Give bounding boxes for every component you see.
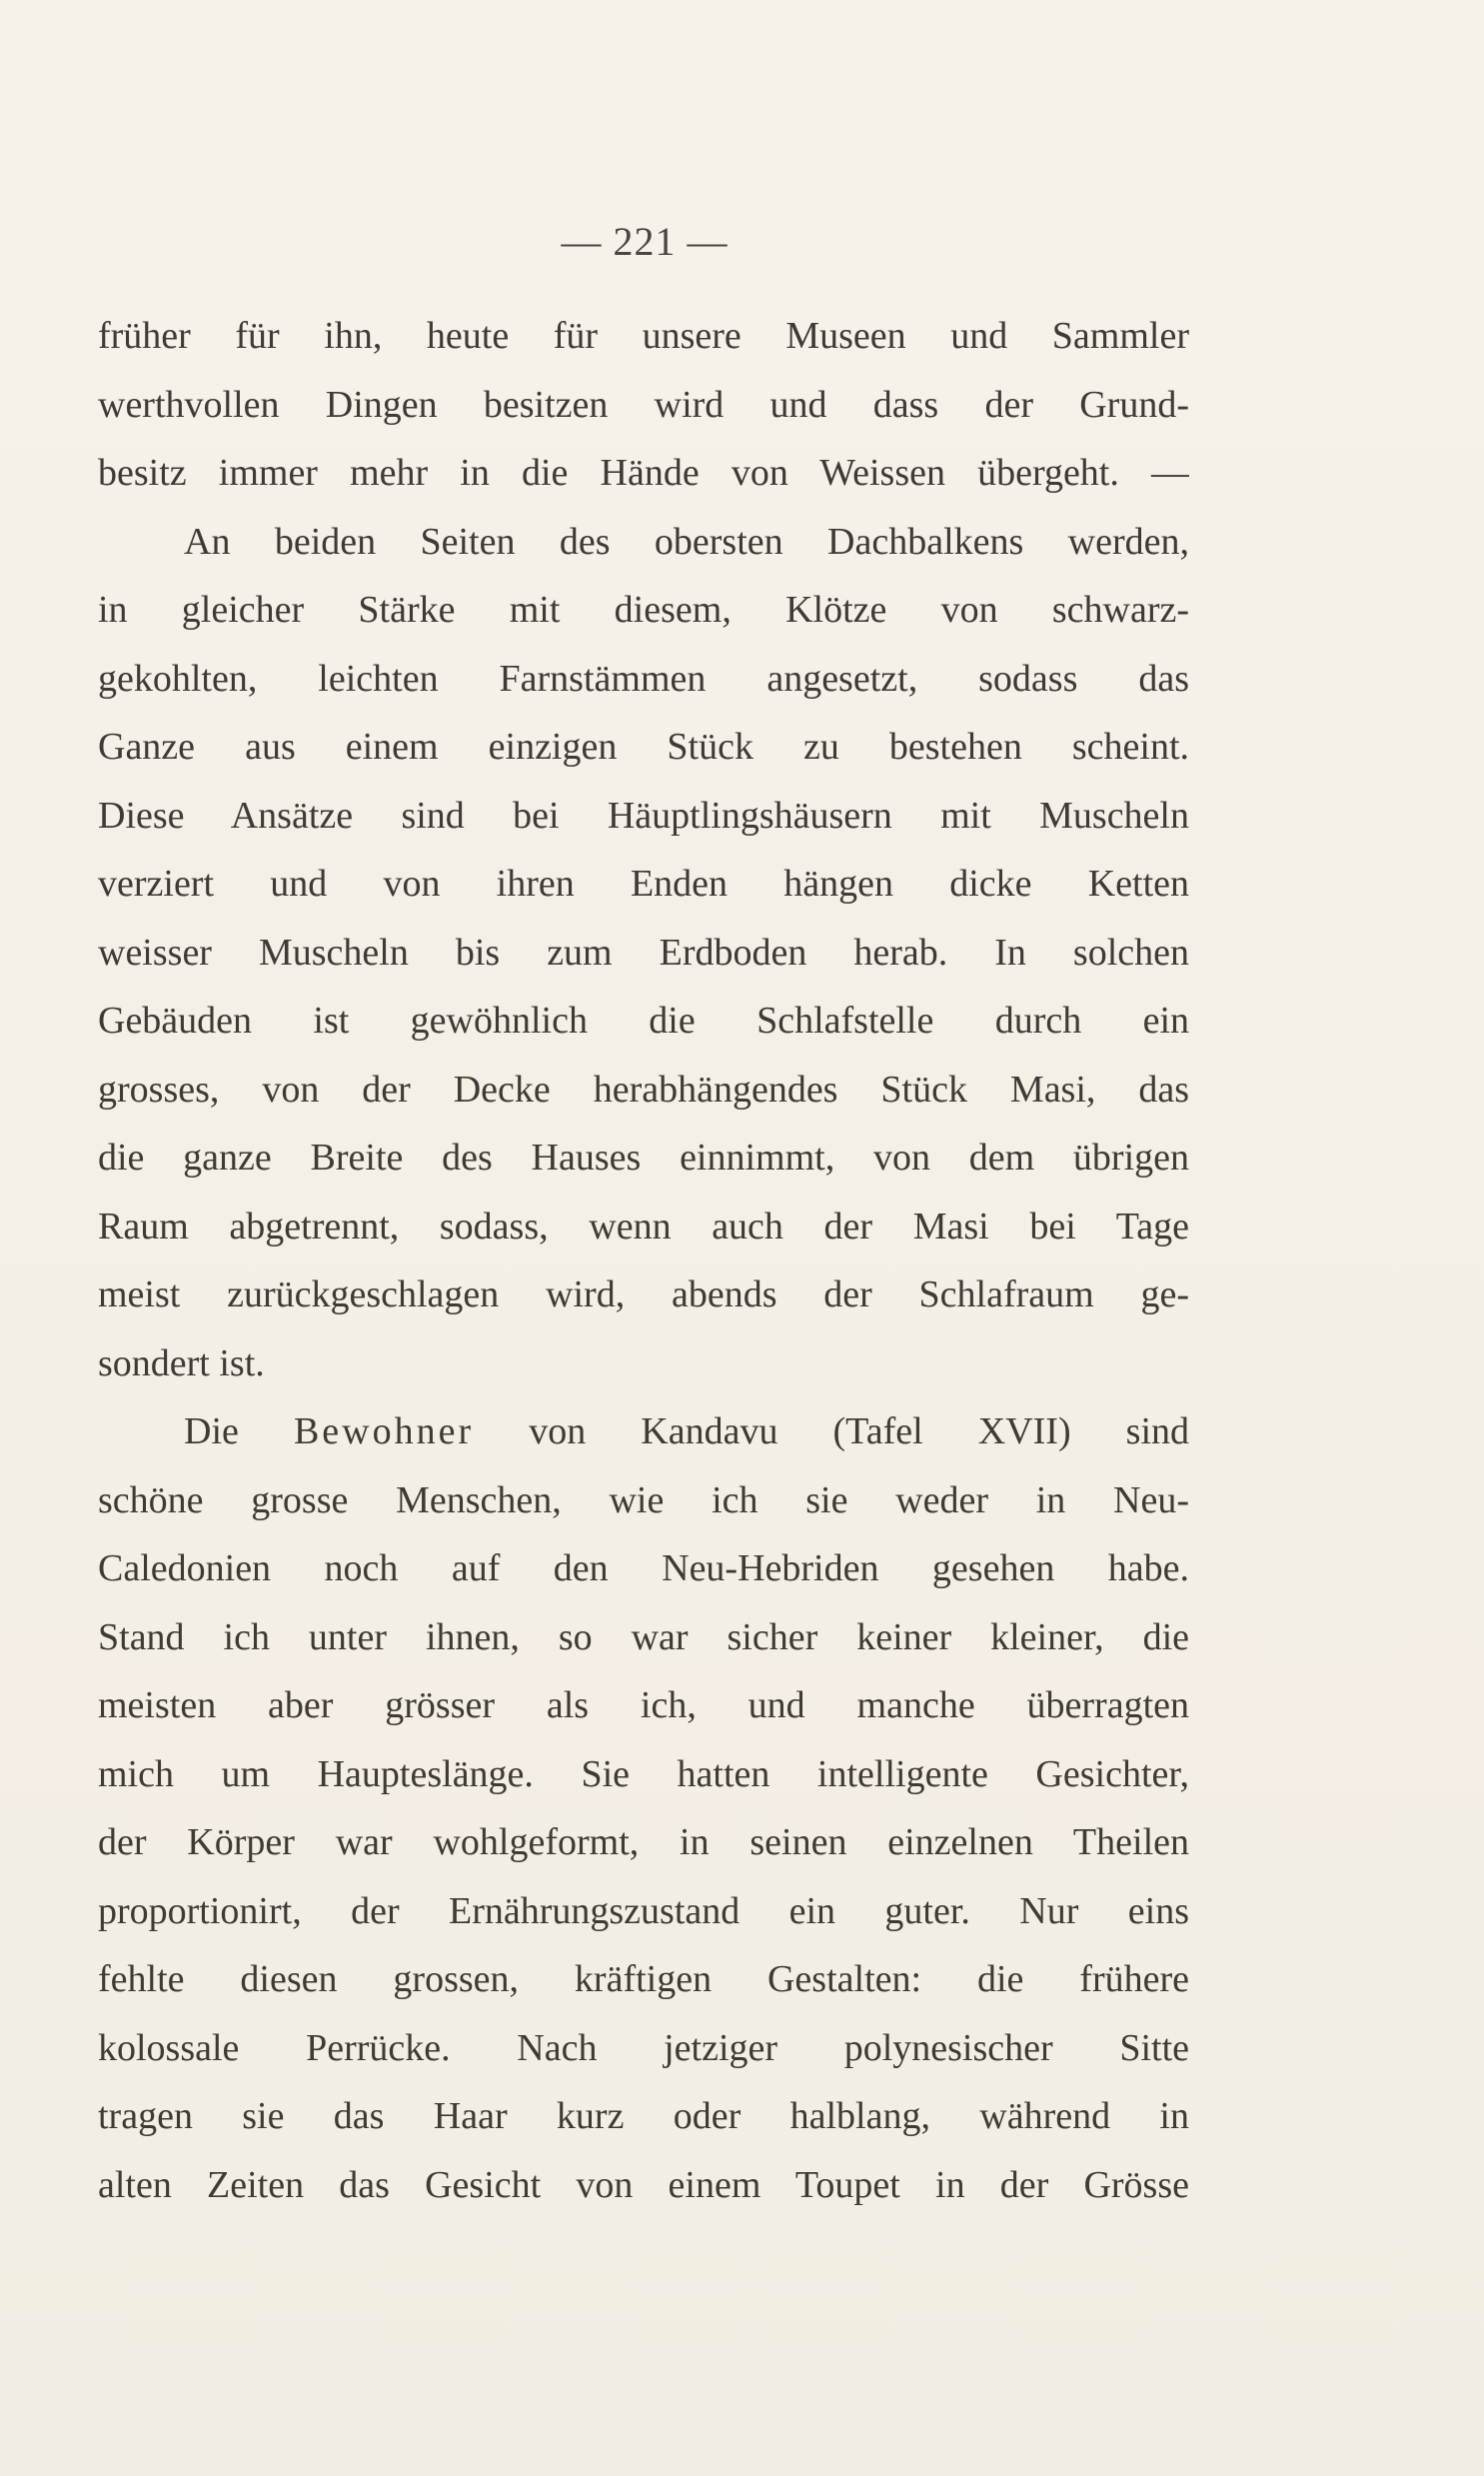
text-line: Raum abgetrennt, sodass, wenn auch der Masi bei Tage [98,1205,1189,1247]
text-line: proportionirt, der Ernährungszustand ein guter. Nur eins [98,1889,1189,1932]
text-line: verziert und von ihren Enden hängen dicke Ketten [98,863,1189,905]
text-line: Stand ich unter ihnen, so war sicher keiner kleiner, die [98,1615,1189,1658]
text-line: grosses, von der Decke herabhängendes Stück Masi, das [98,1068,1189,1111]
line-start: Die [184,1410,239,1452]
text-line: Ganze aus einem einzigen Stück zu bestehen scheint. [98,726,1189,768]
text-line: kolossale Perrücke. Nach jetziger polynesischer Sitte [98,2026,1189,2069]
text-line: weisser Muscheln bis zum Erdboden herab. In solchen [98,931,1189,974]
page-number: — 221 — [561,219,729,264]
text-line [98,1397,1189,1466]
text-line: meisten aber grösser als ich, und manche überragten [98,1684,1189,1726]
text-line: die ganze Breite des Hauses einnimmt, von dem übrigen [98,1137,1189,1179]
text-line: mich um Haupteslänge. Sie hatten intelligente Gesichter, [98,1752,1189,1795]
text-line: in gleicher Stärke mit diesem, Klötze von schwarz- [98,589,1189,631]
text-line: sondert ist. [98,1341,265,1384]
text-line: schöne grosse Menschen, wie ich sie weder in Neu- [98,1478,1189,1521]
text-line: Gebäuden ist gewöhnlich die Schlafstelle durch ein [98,1000,1189,1042]
text-line: Diese Ansätze sind bei Häuptlingshäusern mit Muscheln [98,794,1189,837]
text-line: werthvollen Dingen besitzen wird und dass der Grund- [98,383,1189,426]
emphasized-word: Bewohner [293,1410,475,1452]
text-line: besitz immer mehr in die Hände von Weissen übergeht. — [98,452,1189,494]
text-line: meist zurückgeschlagen wird, abends der Schlafraum ge- [98,1273,1189,1315]
text-line: fehlte diesen grossen, kräftigen Gestalten: die frühere [98,1958,1189,2000]
line-rest: von Kandavu (Tafel XVII) sind [529,1410,1189,1452]
text-line: Caledonien noch auf den Neu-Hebriden gesehen habe. [98,1547,1189,1589]
text-line: tragen sie das Haar kurz oder halblang, während in [98,2095,1189,2137]
body-text [98,302,1189,2219]
text-line: An beiden Seiten des obersten Dachbalkens werden, [184,520,1189,563]
text-line: früher für ihn, heute für unsere Museen und Sammler [98,315,1189,357]
text-line: alten Zeiten das Gesicht von einem Toupet in der Grösse [98,2163,1189,2206]
text-line: der Körper war wohlgeformt, in seinen einzelnen Theilen [98,1821,1189,1863]
text-line: gekohlten, leichten Farnstämmen angesetzt, sodass das [98,657,1189,700]
